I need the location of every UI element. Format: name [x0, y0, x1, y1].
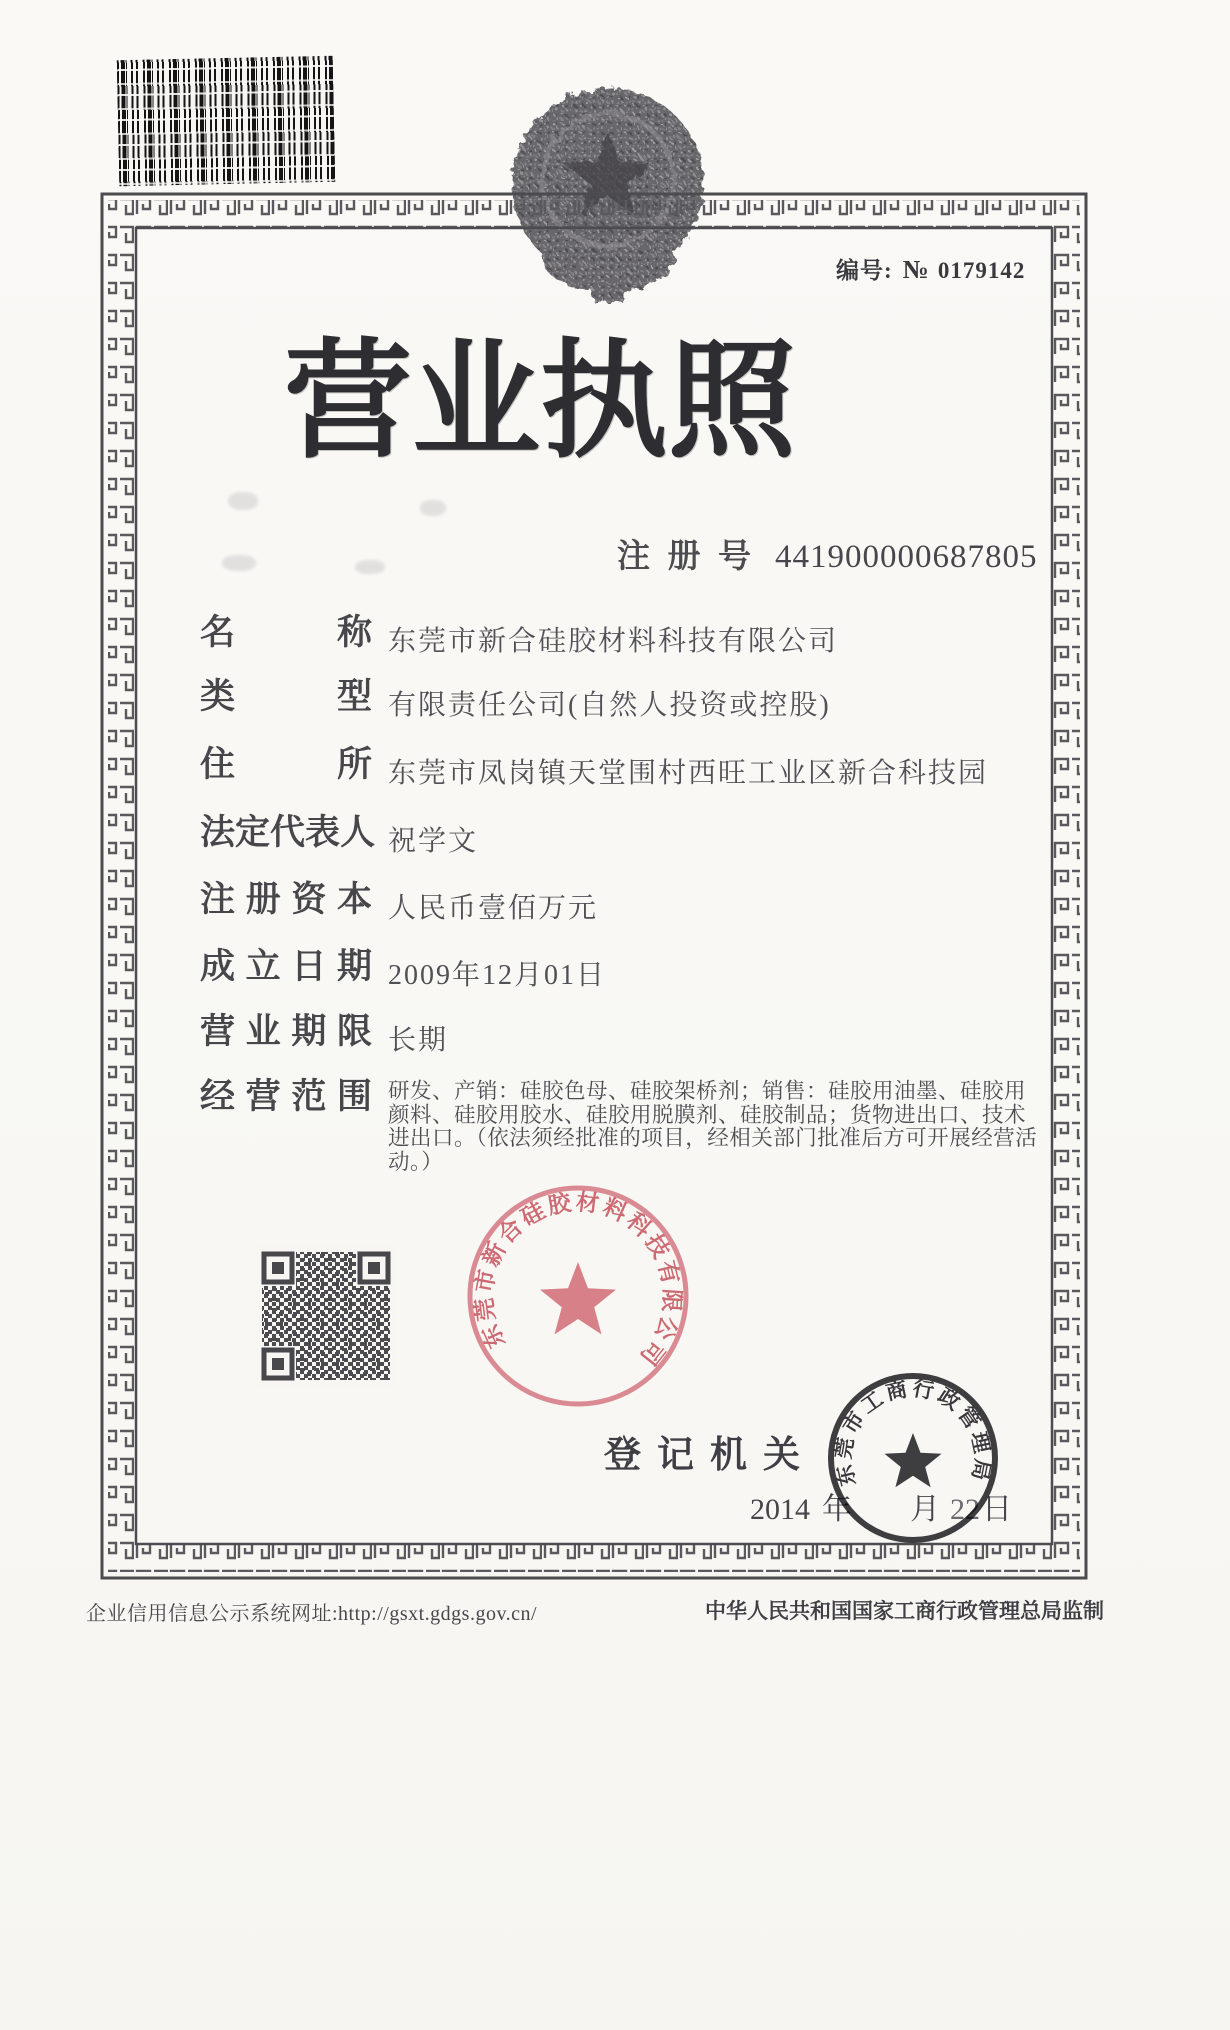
field-row-type: [200, 676, 831, 723]
company-seal: [458, 1176, 698, 1416]
seal-star-icon: [540, 1262, 616, 1334]
field-value: 长期: [388, 1025, 449, 1056]
footer-issuing-authority: 中华人民共和国国家工商行政管理总局监制: [705, 1599, 1104, 1623]
field-value: 东莞市新合硅胶材料科技有限公司: [388, 626, 839, 657]
field-row-scope: [200, 1076, 1042, 1174]
scan-artifact: [420, 500, 446, 516]
license-title: 营 业 执 照: [284, 330, 797, 473]
serial-number: 0179142: [937, 258, 1026, 283]
field-row-name: [200, 612, 838, 659]
registration-number-value: 441900000687805: [775, 539, 1038, 575]
field-row-term: [200, 1011, 448, 1058]
seal-star-icon: [885, 1433, 942, 1487]
field-label: 营 业 期 限: [200, 1012, 372, 1051]
scan-artifact: [222, 555, 256, 571]
scan-artifact: [228, 492, 258, 510]
field-label: 经 营 范 围: [200, 1077, 372, 1116]
field-label: 法 定 代 表 人: [200, 813, 376, 852]
field-row-establish-date: [200, 946, 606, 993]
issue-day: 22: [950, 1493, 980, 1526]
field-value: 祝学文: [388, 826, 479, 857]
registry-seal: [818, 1363, 1008, 1553]
company-seal-text: 东莞市新合硅胶材料科技有限公司: [471, 1189, 685, 1372]
registration-number-label: 注 册 号: [617, 539, 751, 575]
qr-finder-bottom-left: [260, 1346, 296, 1382]
qr-finder-top-right: [356, 1250, 392, 1286]
registry-authority-label: 登 记 机 关: [604, 1435, 800, 1476]
scan-artifact: [355, 560, 385, 574]
qr-finder-top-left: [260, 1250, 296, 1286]
qr-code: [256, 1246, 396, 1386]
field-label: 注 册 资 本: [200, 880, 372, 919]
registry-seal-text: 东莞市工商行政管理局: [831, 1376, 995, 1489]
issue-year: 2014: [750, 1493, 810, 1526]
field-value: 人民币壹佰万元: [388, 893, 599, 924]
issue-month-unit: 月: [910, 1493, 940, 1526]
field-label: 住 所: [200, 745, 372, 784]
field-value: 东莞市凤岗镇天堂围村西旺工业区新合科技园: [388, 758, 989, 789]
field-label: 名 称: [200, 613, 372, 652]
numero-symbol: №: [902, 255, 930, 284]
serial-label: 编号:: [836, 258, 893, 283]
field-value: 研发、产销：硅胶色母、硅胶架桥剂；销售：硅胶用油墨、硅胶用颜料、硅胶用胶水、硅胶用脱膜剂、硅胶制品；货物进出口、技术进出口。（依法须经批准的项目，经相关部门批准后方可开展经营活动。）: [388, 1079, 1038, 1174]
barcode: [117, 56, 336, 186]
issue-day-unit: 日: [982, 1493, 1012, 1526]
field-label: 类 型: [200, 677, 372, 716]
issue-year-unit: 年: [822, 1493, 852, 1526]
field-row-legal-rep: [200, 812, 478, 859]
field-label: 成 立 日 期: [200, 947, 372, 986]
field-row-address: [200, 744, 988, 791]
registration-number-line: [617, 530, 1038, 577]
field-value: 2009年12月01日: [388, 960, 607, 991]
serial-number-line: [836, 252, 1025, 285]
field-value: 有限责任公司(自然人投资或控股): [388, 690, 831, 721]
footer-public-info-url: 企业信用信息公示系统网址:http://gsxt.gdgs.gov.cn/: [86, 1603, 538, 1625]
field-row-capital: [200, 879, 598, 926]
